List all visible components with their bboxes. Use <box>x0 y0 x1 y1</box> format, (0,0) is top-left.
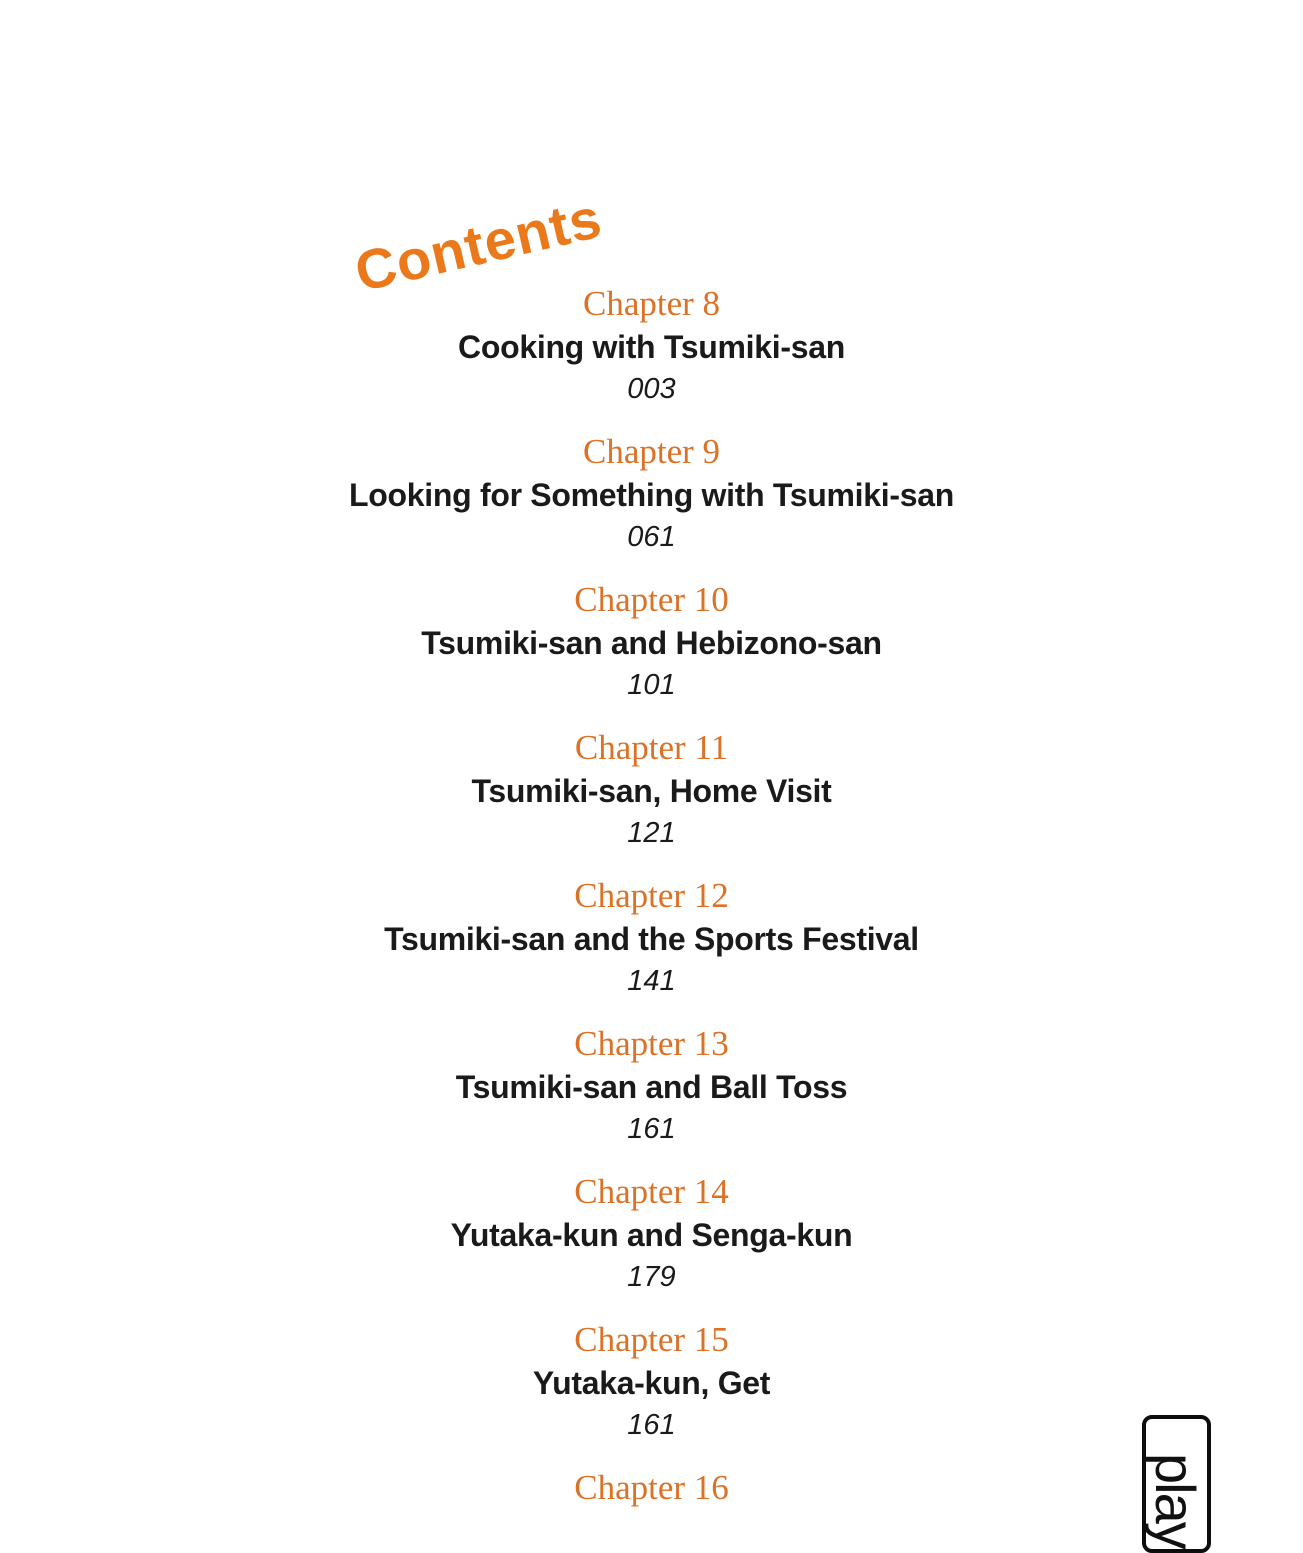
chapter-title: Looking for Something with Tsumiki-san <box>349 477 954 513</box>
chapter-heading: Chapter 12 <box>574 876 729 915</box>
chapter-heading: Chapter 14 <box>574 1172 729 1211</box>
chapter-title: Tsumiki-san, Home Visit <box>471 773 832 809</box>
chapter-title: Tsumiki-san and Ball Toss <box>455 1069 848 1105</box>
chapter-list <box>0 283 1303 1531</box>
chapter-page-number: 161 <box>627 1113 676 1145</box>
chapter-heading: Chapter 13 <box>574 1024 729 1063</box>
chapter-entry <box>0 1023 1303 1149</box>
chapter-page-number: 061 <box>627 521 676 553</box>
chapter-title: Tsumiki-san and the Sports Festival <box>384 921 919 957</box>
chapter-heading: Chapter 10 <box>574 580 729 619</box>
chapter-entry <box>0 1171 1303 1297</box>
contents-page-title: Contents <box>349 185 608 304</box>
watermark-vertical-text: play <box>1144 1453 1207 1548</box>
chapter-entry <box>0 727 1303 853</box>
chapter-page-number: 003 <box>627 373 676 405</box>
chapter-entry <box>0 875 1303 1001</box>
chapter-title: Cooking with Tsumiki-san <box>458 329 845 365</box>
chapter-entry <box>0 431 1303 557</box>
chapter-heading: Chapter 15 <box>574 1320 729 1359</box>
chapter-entry <box>0 1467 1303 1509</box>
chapter-entry <box>0 579 1303 705</box>
chapter-page-number: 141 <box>627 965 676 997</box>
chapter-heading: Chapter 16 <box>574 1468 729 1507</box>
chapter-entry <box>0 283 1303 409</box>
chapter-page-number: 161 <box>627 1409 676 1441</box>
chapter-page-number: 101 <box>627 669 676 701</box>
chapter-title: Tsumiki-san and Hebizono-san <box>421 625 882 661</box>
chapter-title: Yutaka-kun and Senga-kun <box>450 1217 853 1253</box>
chapter-heading: Chapter 9 <box>582 432 721 471</box>
corner-watermark-box <box>1142 1415 1211 1553</box>
chapter-entry <box>0 1319 1303 1445</box>
chapter-page-number: 179 <box>627 1261 676 1293</box>
chapter-title: Yutaka-kun, Get <box>532 1365 771 1401</box>
chapter-page-number: 121 <box>627 817 676 849</box>
chapter-heading: Chapter 11 <box>574 728 729 767</box>
chapter-heading: Chapter 8 <box>582 284 721 323</box>
